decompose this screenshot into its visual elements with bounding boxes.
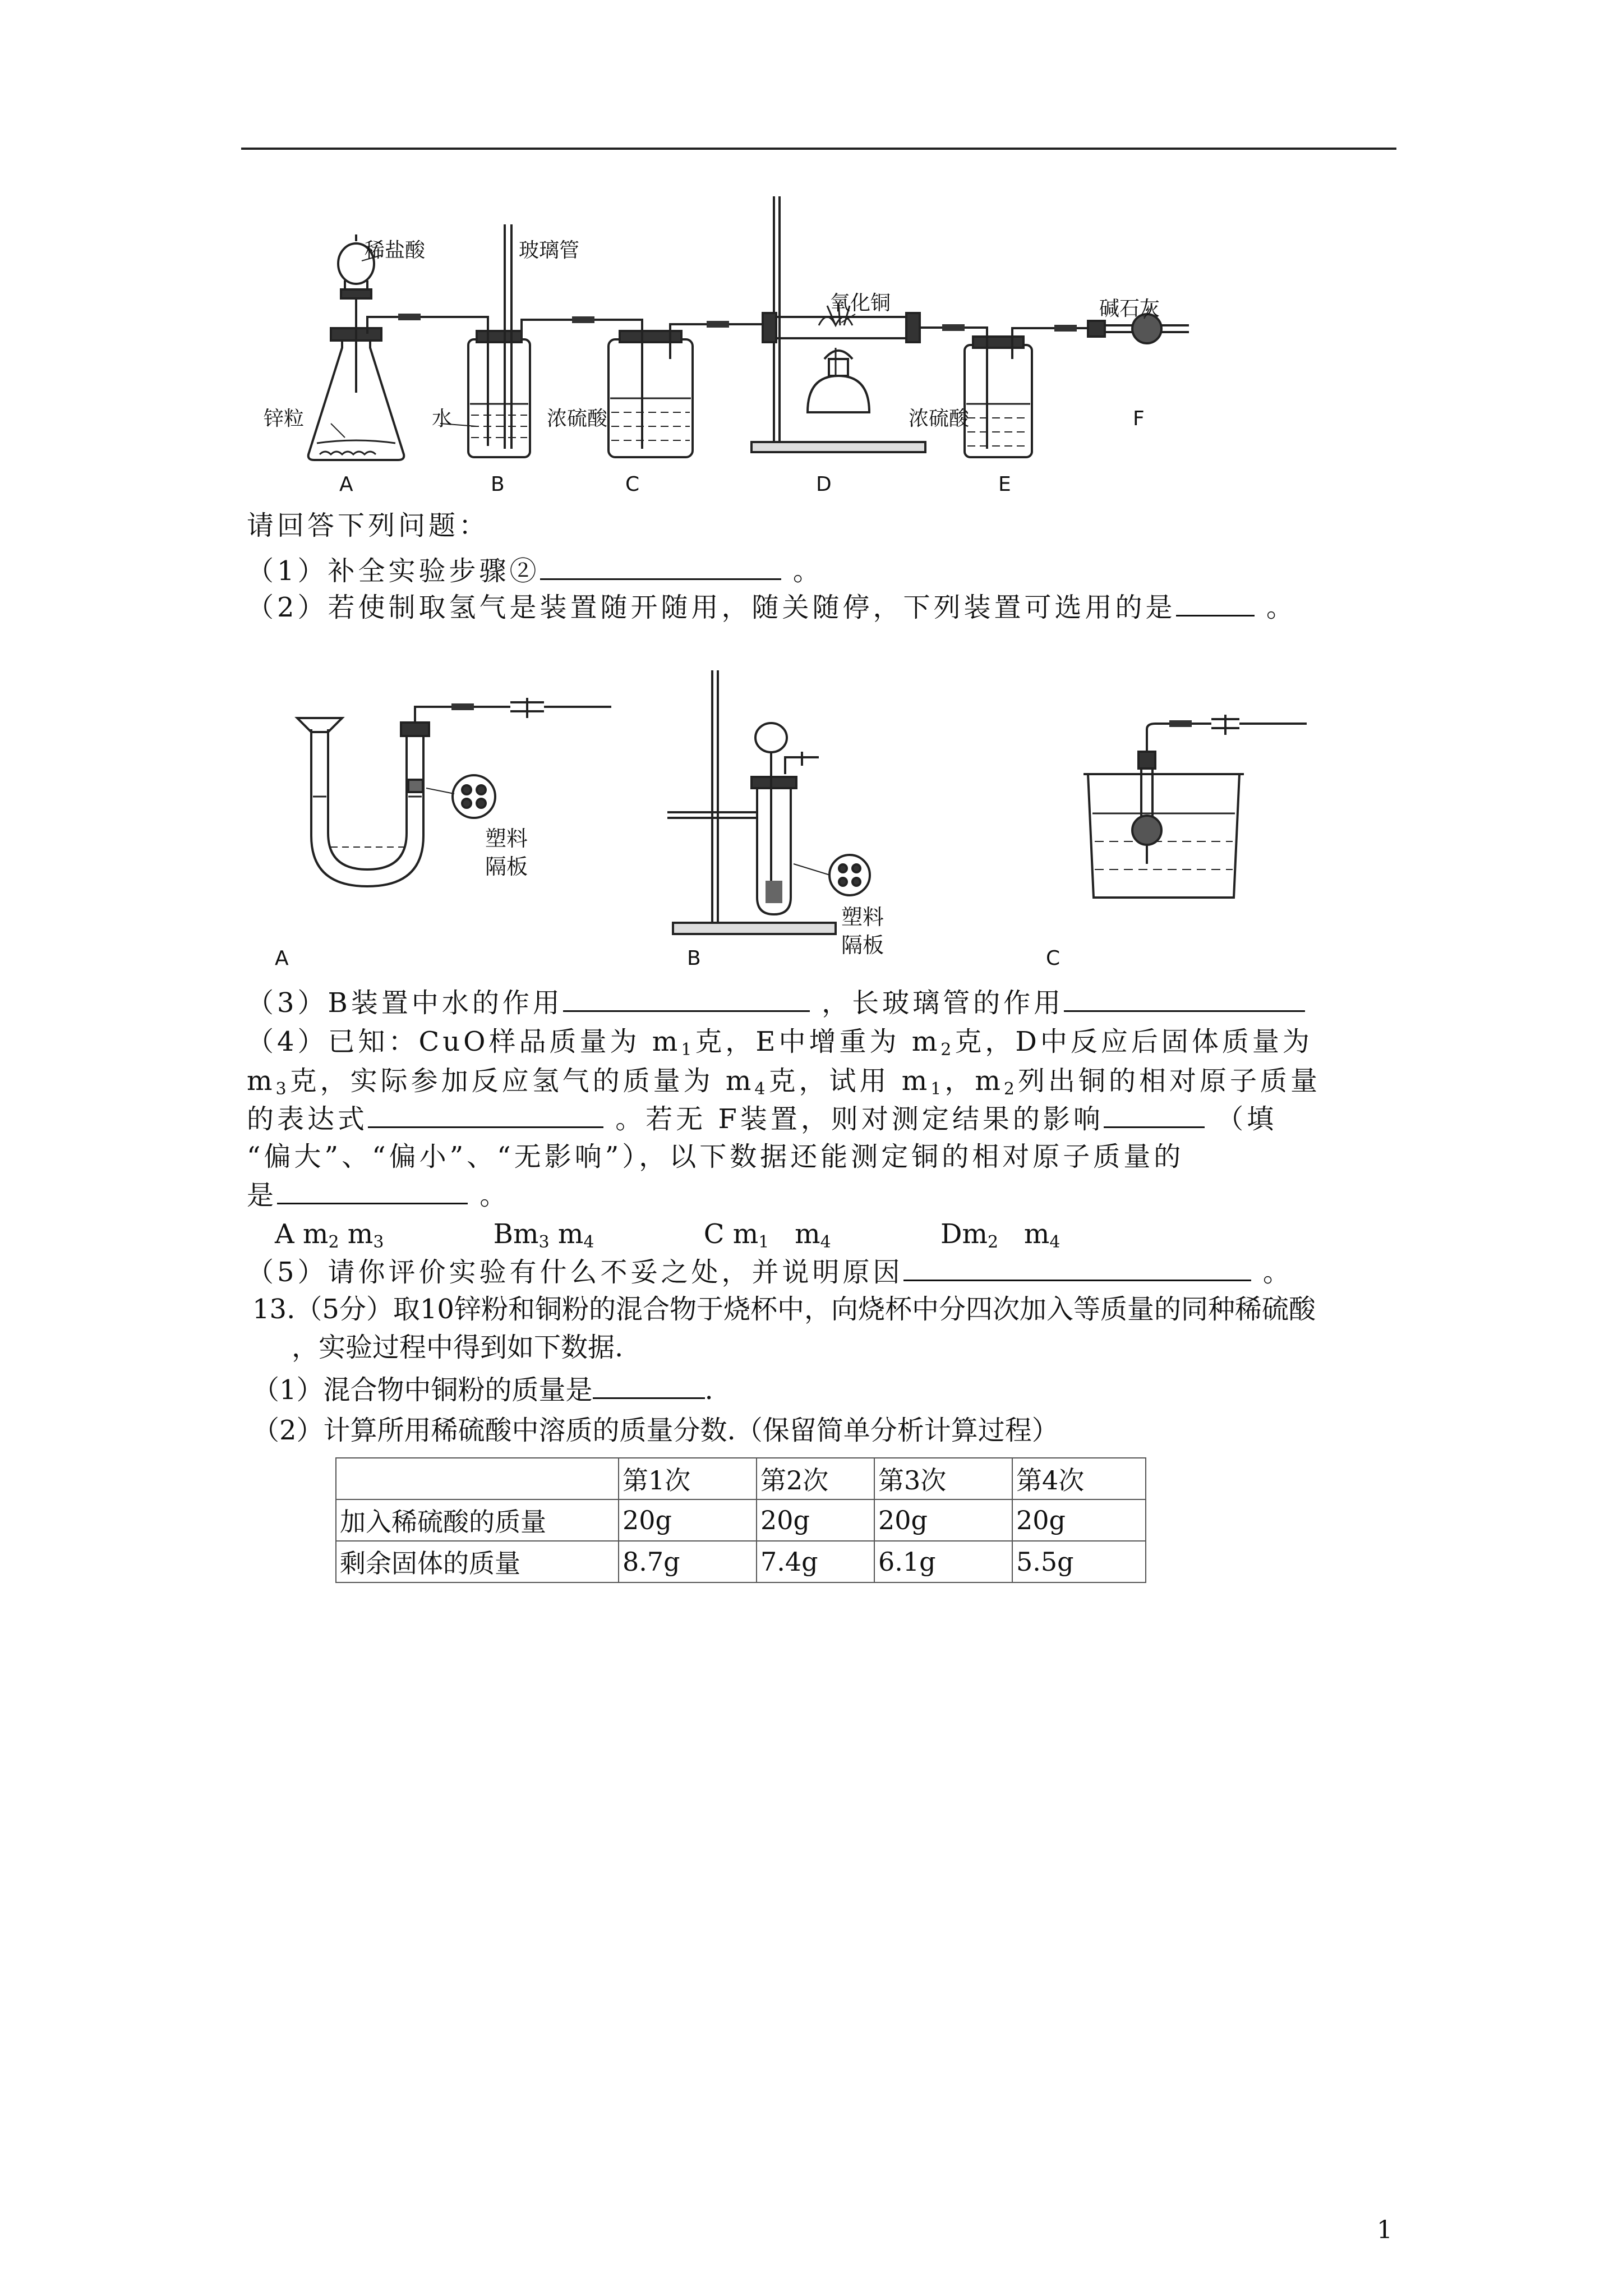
option-a[interactable]: A $m_2$ $m_3$: [275, 1218, 384, 1252]
letter-a: A: [339, 473, 353, 496]
table-row: [336, 1499, 1146, 1541]
table-cell: 第2次: [757, 1458, 874, 1499]
q4-text-h: 列出铜的相对原子质量: [1017, 1065, 1321, 1097]
option-b[interactable]: $Bm_3$ $m_4$: [493, 1218, 594, 1252]
table-cell: 第3次: [874, 1458, 1012, 1499]
letter-c: C: [625, 473, 640, 496]
q13-1-blank[interactable]: [593, 1372, 705, 1399]
label-h2so4-c: 浓硫酸: [547, 407, 608, 430]
letter-d: D: [816, 473, 832, 496]
q4-text-c: 克，D中反应后固体质量为: [955, 1026, 1313, 1057]
sub-2: 2: [940, 1040, 955, 1060]
question-1: [247, 553, 823, 589]
table-cell: 第1次: [619, 1458, 757, 1499]
q3-blank-1[interactable]: [563, 984, 810, 1012]
question-4-line-5: [247, 1177, 510, 1213]
beaker-c: [1083, 715, 1307, 898]
q1-blank[interactable]: [540, 553, 781, 580]
question-13-1: [252, 1372, 713, 1408]
q3-text-a: （3）B装置中水的作用: [247, 987, 563, 1019]
question-13-2: （2）计算所用稀硫酸中溶质的质量分数.（保留简单分析计算过程）: [252, 1415, 1059, 1446]
q3-text-b: ，长玻璃管的作用: [822, 987, 1064, 1019]
q4-blank-1[interactable]: [368, 1101, 603, 1128]
table-cell: 第4次: [1012, 1458, 1146, 1499]
q4-text-f: 克，试用 m: [768, 1065, 931, 1097]
q4-text-i: 的表达式: [247, 1103, 368, 1135]
combustion-tube-d: [751, 196, 925, 452]
letter-c: C: [1046, 947, 1061, 970]
table-header-row: [336, 1458, 1146, 1499]
q4-text-b: 克，E中增重为 m: [695, 1026, 941, 1057]
q4-blank-3[interactable]: [277, 1177, 468, 1204]
plate-label-a: 塑料 隔板: [485, 826, 528, 879]
table-cell: 剩余固体的质量: [336, 1541, 619, 1582]
q2-end: 。: [1266, 592, 1297, 623]
table-cell: 7.4g: [757, 1541, 874, 1582]
sub-3: 3: [275, 1079, 290, 1099]
q4-text-m: 是: [247, 1180, 278, 1211]
question-13-cont: ，实验过程中得到如下数据.: [292, 1332, 624, 1363]
q4-text-e: 克，实际参加反应氢气的质量为 m: [289, 1065, 755, 1097]
label-soda-lime: 碱石灰: [1099, 297, 1160, 320]
test-tube-b: [667, 670, 870, 934]
q5-text: （5）请你评价实验有什么不妥之处，并说明原因: [247, 1257, 903, 1288]
table-cell: [336, 1458, 619, 1499]
bottle-e: [965, 337, 1032, 457]
table-row: [336, 1541, 1146, 1582]
letter-a: A: [275, 947, 289, 970]
header-rule: [241, 148, 1396, 150]
q3-blank-2[interactable]: [1064, 984, 1305, 1012]
table-cell: 加入稀硫酸的质量: [336, 1499, 619, 1541]
apparatus-figure: [247, 191, 1413, 505]
q4-text-j: 。若无 F装置，则对测定结果的影响: [615, 1103, 1104, 1135]
table-cell: 8.7g: [619, 1541, 757, 1582]
table-cell: 6.1g: [874, 1541, 1012, 1582]
question-3: [247, 984, 1305, 1021]
label-acid: 稀盐酸: [365, 239, 426, 262]
q4-text-a: （4）已知：CuO样品质量为 m: [247, 1026, 681, 1057]
table-cell: 20g: [619, 1499, 757, 1541]
q13-1-text: （1）混合物中铜粉的质量是: [252, 1374, 593, 1406]
q4-blank-2[interactable]: [1104, 1101, 1205, 1128]
q1-end: 。: [792, 555, 823, 587]
label-zinc: 锌粒: [264, 407, 305, 430]
letter-e: E: [998, 473, 1011, 496]
sub-4: 4: [754, 1079, 769, 1099]
label-h2so4-e: 浓硫酸: [909, 407, 970, 430]
question-4-line-3: [247, 1101, 1277, 1137]
question-13: 13.（5分）取10锌粉和铜粉的混合物于烧杯中，向烧杯中分四次加入等质量的同种稀硫酸: [252, 1294, 1316, 1325]
sub-1: 1: [681, 1040, 695, 1060]
question-5: [247, 1254, 1293, 1290]
q4-text-g: ，m: [944, 1065, 1004, 1097]
q5-end: 。: [1262, 1257, 1293, 1288]
question-2: [247, 589, 1297, 625]
sub-1: 1: [930, 1079, 945, 1099]
device-figure: [264, 662, 1329, 976]
letter-b: B: [687, 947, 701, 970]
letter-b: B: [491, 473, 505, 496]
option-d[interactable]: $Dm_2$ $m_4$: [940, 1218, 1061, 1252]
label-glass-tube: 玻璃管: [519, 239, 580, 262]
sub-2: 2: [1003, 1079, 1018, 1099]
q4-text-n: 。: [479, 1180, 510, 1211]
question-4-line-1: [247, 1024, 1313, 1068]
page-number: 1: [1377, 2216, 1393, 2244]
data-table: [335, 1457, 1146, 1583]
plate-label-b: 塑料 隔板: [841, 905, 884, 958]
question-4-line-4: [247, 1139, 1184, 1175]
q2-text: （2）若使制取氢气是装置随开随用，随关随停，下列装置可选用的是: [247, 592, 1176, 623]
q13-1-end: .: [704, 1374, 713, 1406]
table-cell: 5.5g: [1012, 1541, 1146, 1582]
label-copper-oxide: 氧化铜: [830, 292, 891, 315]
intro-line: 请回答下列问题：: [247, 510, 490, 541]
q1-text: （1）补全实验步骤②: [247, 555, 540, 587]
q2-blank[interactable]: [1176, 589, 1255, 616]
q5-blank[interactable]: [903, 1254, 1251, 1281]
table-cell: 20g: [1012, 1499, 1146, 1541]
table-cell: 20g: [757, 1499, 874, 1541]
option-c[interactable]: C $m_1$ $m_4$: [703, 1218, 831, 1252]
q4-text-l: “偏大”、“偏小”、“无影响”），以下数据还能测定铜的相对原子质量的: [247, 1141, 1184, 1172]
u-tube-a: [297, 698, 611, 886]
bottle-c: [608, 331, 693, 457]
label-water: 水: [432, 407, 453, 430]
table-cell: 20g: [874, 1499, 1012, 1541]
flask-a: [308, 234, 404, 460]
q4-text-d: m: [247, 1065, 276, 1097]
label-f: F: [1133, 407, 1145, 430]
q4-text-k: （填: [1216, 1103, 1278, 1135]
